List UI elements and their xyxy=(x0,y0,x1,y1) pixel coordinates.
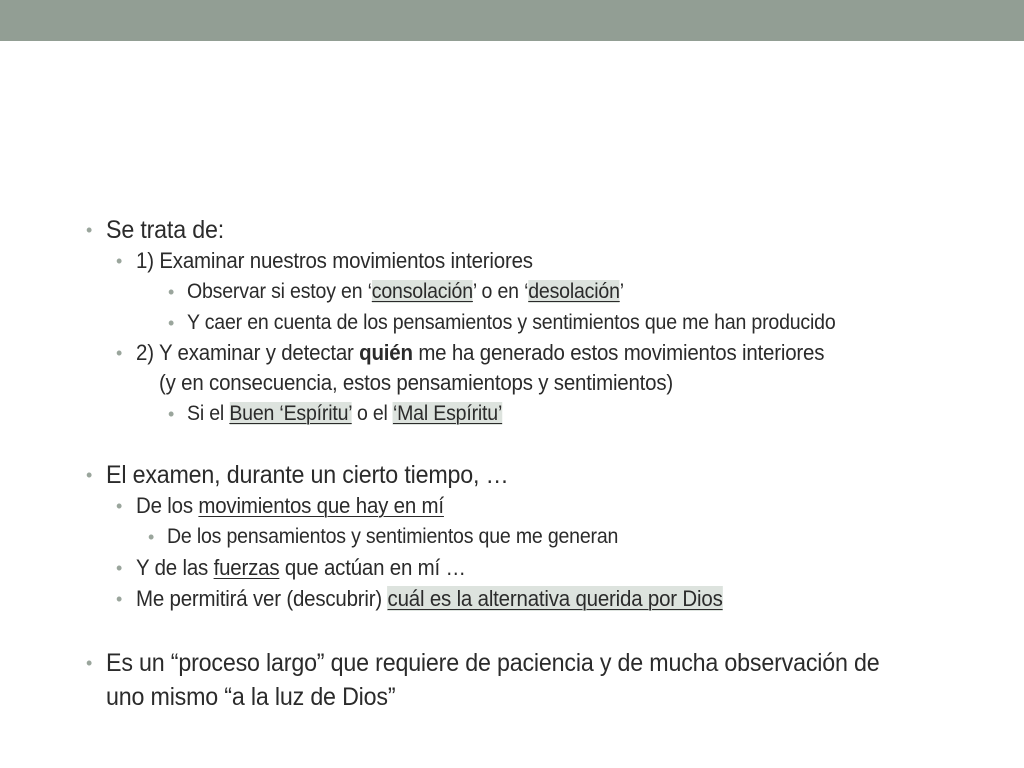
bullet-dot: • xyxy=(168,282,175,302)
bullet-dot: • xyxy=(116,558,123,578)
bullet-dot: • xyxy=(116,343,123,363)
term-consolacion: consolación xyxy=(371,280,473,303)
text-suffix: me ha generado estos movimientos interiores xyxy=(412,340,825,365)
section1-item1: 1) Examinar nuestros movimientos interiores xyxy=(136,248,533,273)
section1-item1-sub1 xyxy=(187,279,624,305)
text-prefix: Me permitirá ver (descubrir) xyxy=(136,586,388,611)
bullet-dot: • xyxy=(86,653,93,673)
section2-item1-sub1: De los pensamientos y sentimientos que me generan xyxy=(167,525,619,548)
underlined-movimientos: movimientos que hay en mí xyxy=(198,493,444,518)
bullet-dot: • xyxy=(86,220,93,240)
bullet-dot: • xyxy=(116,251,123,271)
bullet-dot: • xyxy=(148,527,155,547)
text-prefix: Y de las xyxy=(136,555,214,580)
text-prefix: 2) Y examinar y detectar xyxy=(136,340,360,365)
bullet-dot: • xyxy=(168,404,175,424)
section1-item1-sub2: Y caer en cuenta de los pensamientos y sentimientos que me han producido xyxy=(187,311,836,334)
text-suffix: ’ xyxy=(619,280,624,303)
section1-item2 xyxy=(136,340,824,366)
text-prefix: De los xyxy=(136,493,199,518)
highlight-alternativa: cuál es la alternativa querida por Dios xyxy=(387,586,723,611)
text-prefix: Si el xyxy=(187,402,230,425)
bullet-dot: • xyxy=(86,465,93,485)
text-prefix: Observar si estoy en ‘ xyxy=(187,280,372,303)
bullet-dot: • xyxy=(168,313,175,333)
bullet-dot: • xyxy=(116,589,123,609)
text-mid: ’ o en ‘ xyxy=(472,280,529,303)
bold-quien: quién xyxy=(359,340,413,365)
section2-heading: El examen, durante un cierto tiempo, … xyxy=(106,461,509,489)
term-desolacion: desolación xyxy=(528,280,620,303)
underlined-fuerzas: fuerzas xyxy=(213,555,280,580)
section3-line2: uno mismo “a la luz de Dios” xyxy=(106,683,396,711)
section1-heading: Se trata de: xyxy=(106,216,224,244)
section2-item1 xyxy=(136,493,444,519)
section1-item2-sub1 xyxy=(187,401,502,427)
section2-item2 xyxy=(136,555,466,581)
text-suffix: que actúan en mí … xyxy=(279,555,466,580)
term-mal-espiritu: ‘Mal Espíritu’ xyxy=(392,402,503,425)
bullet-dot: • xyxy=(116,496,123,516)
section2-item3 xyxy=(136,586,723,612)
section1-item2-continuation: (y en consecuencia, estos pensamientops y sentimientos) xyxy=(159,370,674,395)
term-buen-espiritu: Buen ‘Espíritu’ xyxy=(229,402,352,425)
text-mid: o el xyxy=(351,402,393,425)
section3-line1: Es un “proceso largo” que requiere de paciencia y de mucha observación de xyxy=(106,649,880,677)
